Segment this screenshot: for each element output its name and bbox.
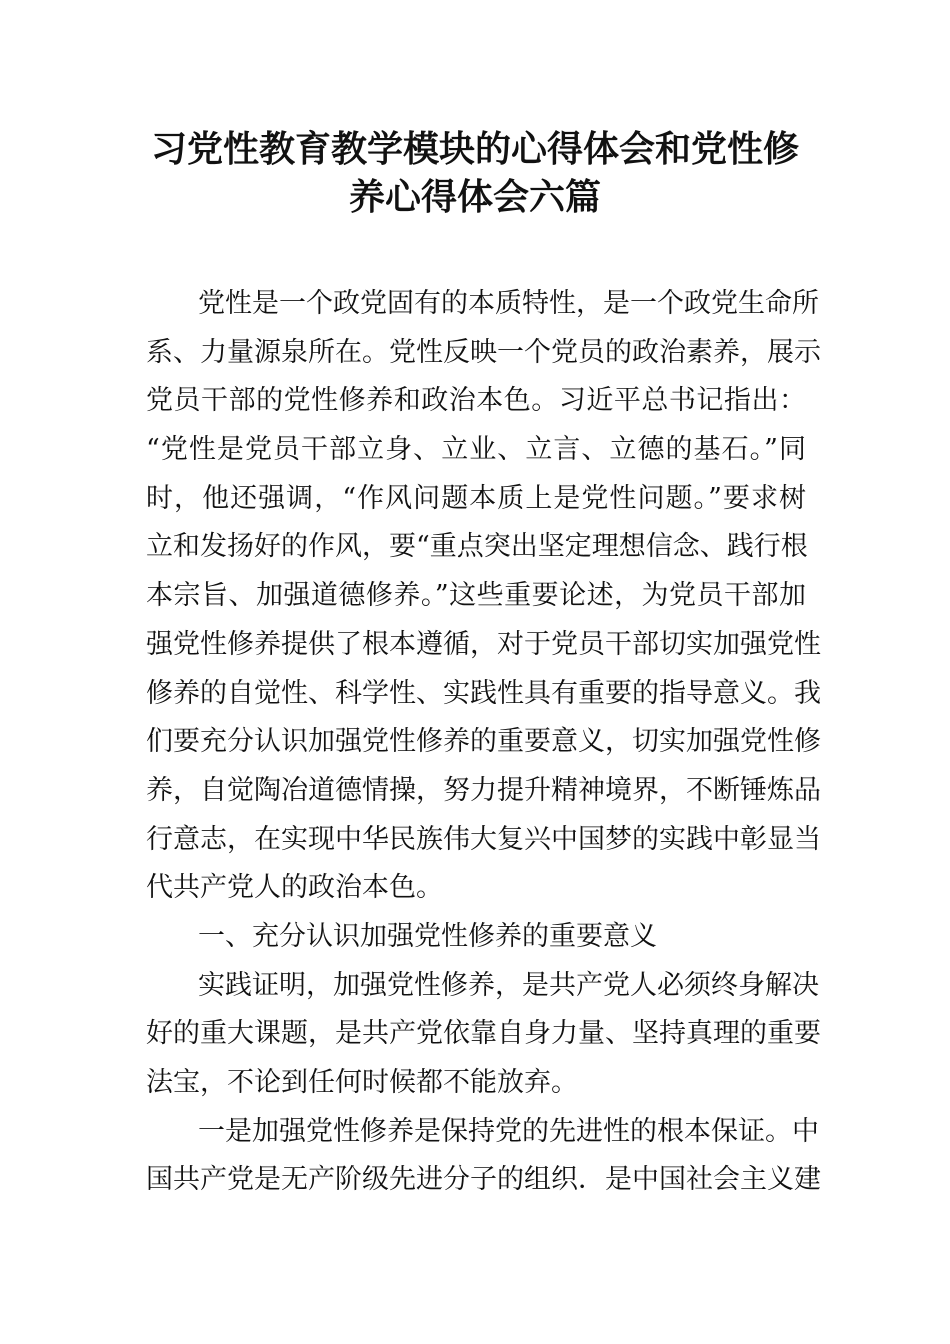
paragraph-line: 党性是一个政党固有的本质特性，是一个政党生命所	[198, 288, 819, 319]
title-line: 养心得体会六篇	[348, 177, 601, 218]
paragraph-line: 实践证明，加强党性修养，是共产党人必须终身解决	[198, 969, 819, 1001]
paragraph-line: 立和发扬好的作风，要“重点突出坚定理想信念、践行根	[146, 531, 808, 563]
title-line: 习党性教育教学模块的心得体会和党性修	[150, 129, 799, 170]
paragraph-line: 时，他还强调，“作风问题本质上是党性问题。”要求树	[146, 482, 806, 514]
paragraph-line: 系、力量源泉所在。党性反映一个党员的政治素养，展示	[146, 336, 821, 368]
paragraph-line: 好的重大课题，是共产党依靠自身力量、坚持真理的重要	[146, 1018, 821, 1050]
paragraph-line: 本宗旨、加强道德修养。”这些重要论述，为党员干部加	[146, 580, 806, 612]
paragraph-line: 行意志，在实现中华民族伟大复兴中国梦的实践中彰显当	[146, 823, 821, 855]
document-title	[130, 126, 820, 222]
paragraph-line: 一是加强党性修养是保持党的先进性的根本保证。中	[198, 1115, 819, 1147]
paragraph-line: 修养的自觉性、科学性、实践性具有重要的指导意义。我	[146, 677, 821, 709]
document-body	[146, 280, 821, 1205]
paragraph-line: 法宝，不论到任何时候都不能放弃。	[146, 1067, 578, 1098]
paragraph-line: “党性是党员干部立身、立业、立言、立德的基石。”同	[146, 434, 806, 466]
paragraph-line: 强党性修养提供了根本遵循，对于党员干部切实加强党性	[146, 628, 821, 660]
paragraph-line: 们要充分认识加强党性修养的重要意义，切实加强党性修	[146, 726, 821, 758]
paragraph-line: 养，自觉陶冶道德情操，努力提升精神境界，不断锤炼品	[146, 774, 821, 806]
paragraph-line: 党员干部的党性修养和政治本色。习近平总书记指出：	[146, 385, 806, 417]
section-heading: 一、充分认识加强党性修养的重要意义	[198, 920, 657, 952]
paragraph-line: 国共产党是无产阶级先进分子的组织．是中国社会主义建	[146, 1164, 821, 1196]
paragraph-line: 代共产党人的政治本色。	[146, 872, 443, 904]
